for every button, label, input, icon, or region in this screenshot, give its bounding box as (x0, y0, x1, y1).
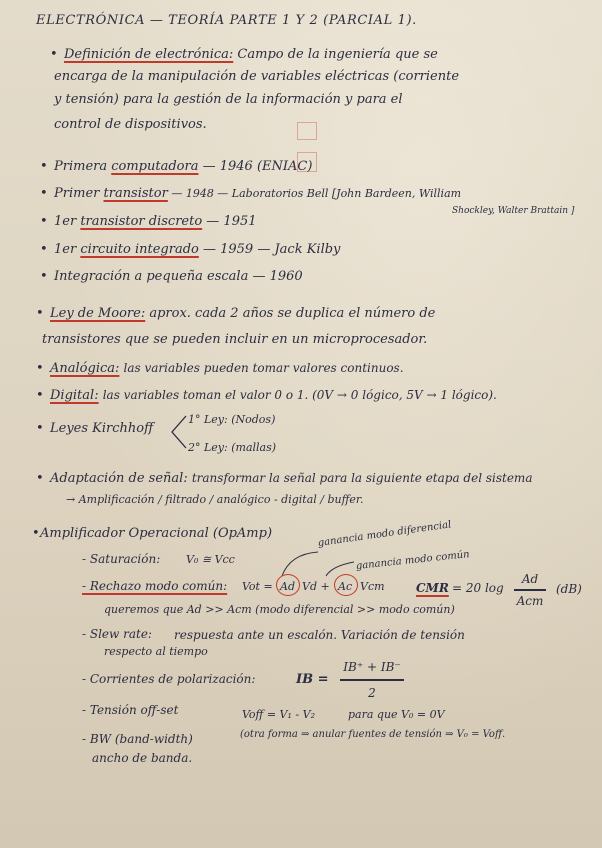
cmr-label: CMR (416, 581, 449, 595)
rechazo-label: - Rechazo modo común: (82, 579, 228, 593)
bullet-icon: • (40, 269, 48, 284)
rechazo-eq-left: Vot = (242, 580, 273, 593)
offset-eq: Voff = V₁ - V₂ (242, 708, 315, 721)
polarizacion-frac-bar (340, 679, 404, 681)
definicion-line-4: control de dispositivos. (54, 117, 207, 132)
bw-sub: ancho de banda. (92, 751, 193, 765)
kirchhoff-brace-icon (168, 412, 188, 452)
rechazo-ac: Ac (338, 580, 353, 593)
cmr-unit: (dB) (556, 582, 582, 596)
rechazo-note-diferencial: ganancia modo diferencial (317, 519, 452, 549)
offset-otra-forma: (otra forma ⇒ anular fuentes de tensión ⇒ V₀ = Voff. (240, 729, 506, 740)
saturacion-label: - Saturación: (82, 552, 161, 566)
bw-label: - BW (band-width) (82, 732, 193, 746)
cmr-mid: = 20 log (452, 581, 504, 595)
offset-cond: para que V₀ = 0V (348, 708, 445, 721)
hito-bell-cont: Shockley, Walter Brattain ] (452, 206, 575, 216)
kirchhoff-label: • Leyes Kirchhoff (36, 421, 154, 436)
rechazo-ad: Ad (280, 580, 295, 593)
cmr-den: Acm (516, 594, 544, 608)
definicion-term: Definición de electrónica: (64, 47, 234, 62)
hito-circuito-integrado: • 1er circuito integrado — 1959 — Jack Kilby (40, 242, 341, 257)
slew-label: - Slew rate: (82, 627, 152, 641)
bullet-icon: • (36, 388, 44, 403)
bullet-icon: • (40, 214, 48, 229)
bullet-icon: • (50, 47, 58, 62)
adaptacion-sub: → Amplificación / filtrado / analógico - digital / buffer. (66, 493, 364, 506)
definicion-line-2: encarga de la manipulación de variables eléctricas (corriente (54, 69, 460, 84)
slew-line-1: respuesta ante un escalón. Variación de tensión (174, 628, 465, 642)
polarizacion-lhs: IB = (296, 672, 329, 687)
bullet-icon: • (36, 306, 44, 321)
definicion-line-3: y tensión) para la gestión de la información y para el (54, 92, 403, 107)
slew-line-2: respecto al tiempo (104, 645, 208, 658)
adaptacion-line: • Adaptación de señal: transformar la señal para la siguiente etapa del sistema (36, 471, 533, 486)
bullet-icon: • (40, 159, 48, 174)
hito-integracion: • Integración a pequeña escala — 1960 (40, 269, 303, 284)
polarizacion-num: IB⁺ + IB⁻ (343, 660, 401, 674)
rechazo-vcm: Vcm (360, 580, 385, 593)
definicion-text: Campo de la ingeniería que se (237, 47, 438, 62)
offset-label: - Tensión off-set (82, 703, 179, 717)
margin-mark (297, 122, 317, 140)
bullet-icon: • (40, 186, 48, 201)
rechazo-queremos: queremos que Ad >> Acm (modo diferencial >> modo común) (104, 603, 455, 616)
amp-title: •Amplificador Operacional (OpAmp) (32, 526, 273, 541)
analogica-line: • Analógica: las variables pueden tomar valores continuos. (36, 361, 404, 376)
saturacion-eq: V₀ ≅ Vcc (186, 553, 235, 566)
moore-text: aprox. cada 2 años se duplica el número de (149, 306, 436, 321)
polarizacion-label: - Corrientes de polarización: (82, 672, 256, 686)
polarizacion-den: 2 (368, 686, 376, 700)
hito-computadora: • Primera computadora — 1946 (ENIAC) (40, 159, 313, 174)
moore-line-1 (36, 307, 435, 320)
kirchhoff-ley-2: 2° Ley: (mallas) (188, 441, 277, 454)
bullet-icon: • (32, 526, 40, 541)
bullet-icon: • (36, 361, 44, 376)
cmr-frac-bar (514, 589, 546, 591)
moore-line-2: transistores que se pueden incluir en un microprocesador. (42, 332, 428, 347)
hito-transistor: • Primer transistor — 1948 — Laboratorios Bell [John Bardeen, William (40, 186, 462, 201)
rechazo-note-comun: ganancia modo común (355, 549, 471, 572)
kirchhoff-ley-1: 1° Ley: (Nodos) (188, 413, 276, 426)
page-header: ELECTRÓNICA — TEORÍA PARTE 1 Y 2 (PARCIAL 1). (36, 13, 417, 28)
bullet-icon: • (40, 242, 48, 257)
bullet-icon: • (36, 421, 44, 436)
hito-transistor-discreto: • 1er transistor discreto — 1951 (40, 214, 257, 229)
bullet-icon: • (36, 471, 44, 486)
moore-term: Ley de Moore: (50, 306, 146, 321)
cmr-num: Ad (521, 572, 539, 586)
definicion-line-1 (50, 48, 438, 61)
rechazo-vd: Vd + (302, 580, 330, 593)
digital-line: • Digital: las variables toman el valor 0 o 1. (0V → 0 lógico, 5V → 1 lógico). (36, 388, 497, 403)
